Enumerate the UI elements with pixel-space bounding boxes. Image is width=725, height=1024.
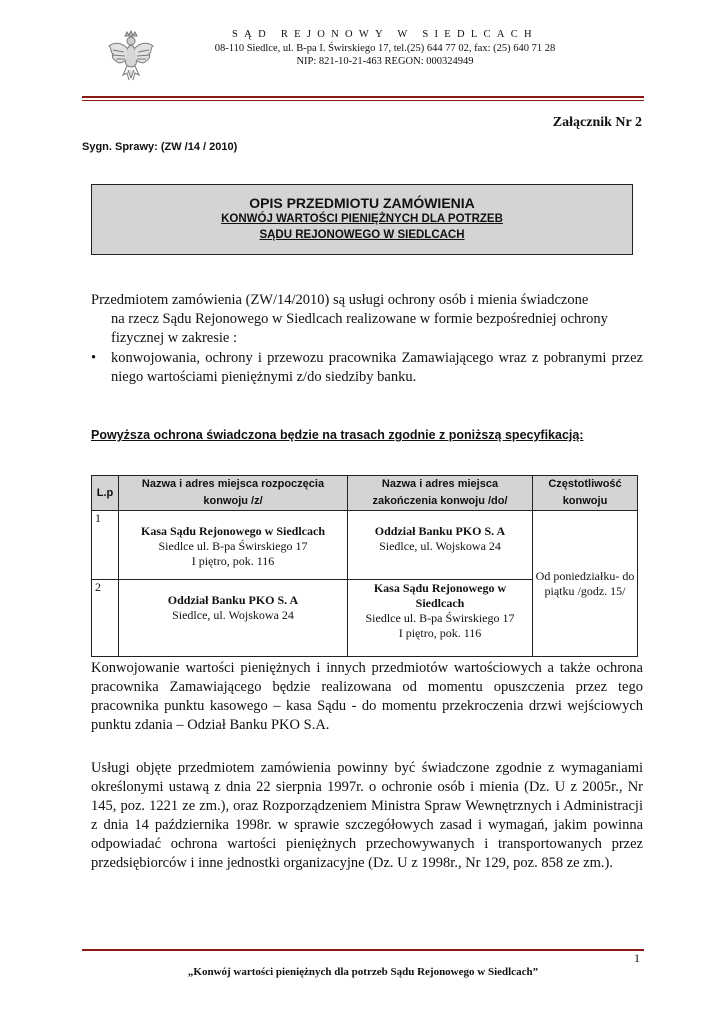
intro-continuation: na rzecz Sądu Rejonowego w Siedlcach realizowane w formie bezpośredniej ochrony fizycznej w zakresie :: [111, 311, 608, 346]
row-number: 2: [92, 580, 119, 657]
header-end: Nazwa i adres miejsca zakończenia konwoju /do/: [348, 476, 533, 511]
court-tax-ids: NIP: 821-10-21-463 REGON: 000324949: [296, 56, 474, 67]
start-address: Siedlce ul. B-pa Świrskiego 17: [158, 539, 308, 553]
court-name: SĄD REJONOWY W SIEDLCACH: [232, 29, 538, 40]
specs-heading: Powyższa ochrona świadczona będzie na trasach zgodnie z poniższą specyfikacją:: [91, 428, 584, 442]
frequency-cell: Od poniedziałku- do piątku /godz. 15/: [533, 511, 638, 657]
annex-label: Załącznik Nr 2: [552, 115, 642, 130]
end-address-floor: I piętro, pok. 116: [398, 626, 482, 640]
header-divider-thin: [82, 100, 644, 101]
document-title: OPIS PRZEDMIOTU ZAMÓWIENIA: [249, 195, 475, 211]
start-address-floor: I piętro, pok. 116: [191, 554, 275, 568]
header-frequency: Częstotliwość konwoju: [533, 476, 638, 511]
header-divider: [82, 96, 644, 98]
end-address: Siedlce, ul. Wojskowa 24: [379, 539, 501, 553]
start-location: [119, 580, 348, 657]
table-row: [92, 511, 638, 580]
escort-paragraph: Konwojowanie wartości pieniężnych i innych przedmiotów wartościowych a także ochrona pracownika Zamawiającego będzie realizowana od momentu opuszczenia przez tego pracownika punktu kasowego – kasa Sądu - do momentu przekroczenia drzwi wejściowych punktu zdania – Odział Banku PKO S.A.: [91, 660, 643, 733]
start-name: Oddział Banku PKO S. A: [167, 593, 299, 607]
row-number: 1: [92, 511, 119, 580]
end-location: [348, 580, 533, 657]
page-number: 1: [634, 951, 640, 965]
bullet-icon: •: [91, 350, 97, 366]
intro-paragraph: [91, 291, 643, 348]
start-location: [119, 511, 348, 580]
bullet-item: konwojowania, ochrony i przewozu pracownika Zamawiającego wraz z pobranymi przez niego wartościami pieniężnymi z/do siedziby banku.: [111, 350, 643, 385]
footer-text: „Konwój wartości pieniężnych dla potrzeb Sądu Rejonowego w Siedlcach”: [187, 966, 539, 978]
header-lp: L.p: [92, 476, 119, 511]
route-table: [91, 475, 638, 657]
document-subtitle-line1: KONWÓJ WARTOŚCI PIENIĘŻNYCH DLA POTRZEB: [221, 213, 503, 225]
intro-first-line: Przedmiotem zamówienia (ZW/14/2010) są usługi ochrony osób i mienia świadczone: [91, 292, 589, 308]
start-name: Kasa Sądu Rejonowego w Siedlcach: [140, 524, 325, 538]
footer-divider: [82, 949, 644, 951]
document-subtitle-line2: SĄDU REJONOWEGO W SIEDLCACH: [259, 229, 465, 241]
end-address: Siedlce ul. B-pa Świrskiego 17: [365, 611, 515, 625]
services-paragraph: Usługi objęte przedmiotem zamówienia powinny być świadczone zgodnie z wymaganiami określonymi ustawą z dnia 22 sierpnia 1997r. o ochronie osób i mienia (Dz. U z 2005r., Nr 145, poz. 1221 ze zm.), oraz Rozporządzeniem Ministra Spraw Wewnętrznych i Administracji z dnia 14 października 1998r. w sprawie szczegółowych zasad i wymagań, jakim powinna odpowiadać ochrona wartości pieniężnych przechowywanych i transportowanych przez przedsiębiorców i inne jednostki organizacyjne (Dz. U z 1998r., Nr 129, poz. 858 ze zm.).: [91, 760, 643, 871]
end-name: Oddział Banku PKO S. A: [374, 524, 506, 538]
end-location: [348, 511, 533, 580]
header-start: Nazwa i adres miejsca rozpoczęcia konwoju /z/: [119, 476, 348, 511]
start-address: Siedlce, ul. Wojskowa 24: [172, 608, 294, 622]
end-name: Kasa Sądu Rejonowego w Siedlcach: [373, 581, 507, 610]
case-reference: Sygn. Sprawy: (ZW /14 / 2010): [82, 141, 238, 153]
polish-eagle-icon: [106, 30, 156, 84]
court-address: 08-110 Siedlce, ul. B-pa I. Świrskiego 17, tel.(25) 644 77 02, fax: (25) 640 71 28: [214, 43, 556, 54]
table-header-row: [92, 476, 638, 511]
title-box: [91, 184, 633, 255]
